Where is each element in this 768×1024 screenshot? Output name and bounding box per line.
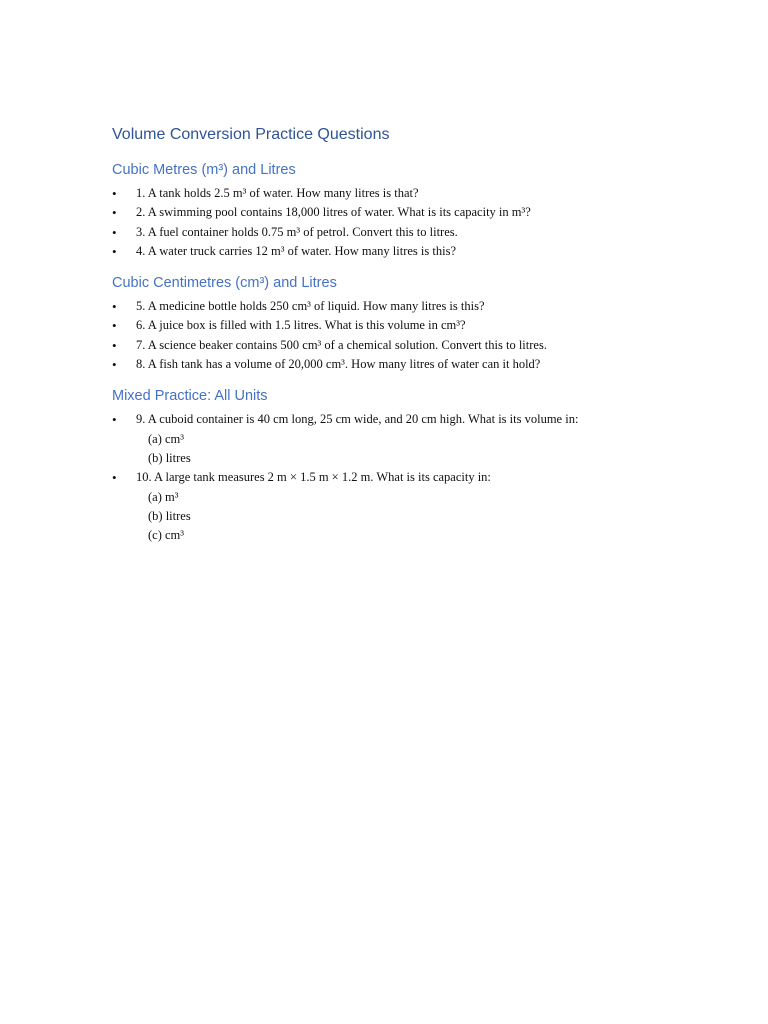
list-item — [112, 316, 672, 335]
question-text: 3. A fuel container holds 0.75 m³ of petrol. Convert this to litres. — [136, 224, 458, 239]
bullet-icon: • — [112, 224, 117, 240]
bullet-icon: • — [112, 243, 117, 259]
bullet-icon: • — [112, 470, 117, 486]
section-heading-cubic-centimetres: Cubic Centimetres (cm³) and Litres — [112, 275, 337, 292]
list-item — [112, 355, 672, 374]
list-item — [112, 184, 672, 203]
bullet-icon: • — [112, 299, 117, 315]
document-page — [112, 124, 672, 557]
page-title: Volume Conversion Practice Questions — [112, 126, 390, 143]
question-part: (a) cm³ — [148, 431, 185, 446]
bullet-icon: • — [112, 412, 117, 428]
question-list-mixed-practice — [112, 410, 672, 545]
list-item — [112, 468, 672, 545]
question-text: 8. A fish tank has a volume of 20,000 cm³. How many litres of water can it hold? — [136, 357, 541, 372]
list-item — [112, 297, 672, 316]
list-item — [112, 410, 672, 468]
question-part: (a) m³ — [148, 489, 179, 504]
section-heading-cubic-metres: Cubic Metres (m³) and Litres — [112, 162, 296, 178]
list-item — [112, 242, 672, 261]
bullet-icon: • — [112, 205, 117, 221]
question-text: 6. A juice box is filled with 1.5 litres. What is this volume in cm³? — [136, 318, 466, 333]
bullet-icon: • — [112, 186, 117, 201]
question-list-cubic-metres — [112, 184, 672, 261]
bullet-icon: • — [112, 357, 117, 373]
question-text: 7. A science beaker contains 500 cm³ of a chemical solution. Convert this to litres. — [136, 337, 547, 352]
question-text: 10. A large tank measures 2 m × 1.5 m × 1.2 m. What is its capacity in: — [136, 470, 491, 485]
section-heading-mixed-practice: Mixed Practice: All Units — [112, 388, 268, 405]
question-part: (c) cm³ — [148, 528, 185, 543]
question-text: 4. A water truck carries 12 m³ of water. How many litres is this? — [136, 243, 456, 258]
question-text: 5. A medicine bottle holds 250 cm³ of liquid. How many litres is this? — [136, 299, 485, 314]
list-item — [112, 336, 672, 355]
question-part: (b) litres — [148, 508, 191, 523]
question-text: 2. A swimming pool contains 18,000 litres of water. What is its capacity in m³? — [136, 205, 531, 220]
question-text: 9. A cuboid container is 40 cm long, 25 cm wide, and 20 cm high. What is its volume in: — [136, 412, 579, 427]
question-text: 1. A tank holds 2.5 m³ of water. How many litres is that? — [136, 186, 419, 200]
question-list-cubic-centimetres — [112, 297, 672, 374]
bullet-icon: • — [112, 337, 117, 353]
question-part: (b) litres — [148, 450, 191, 465]
bullet-icon: • — [112, 318, 117, 334]
list-item — [112, 203, 672, 222]
list-item — [112, 223, 672, 242]
